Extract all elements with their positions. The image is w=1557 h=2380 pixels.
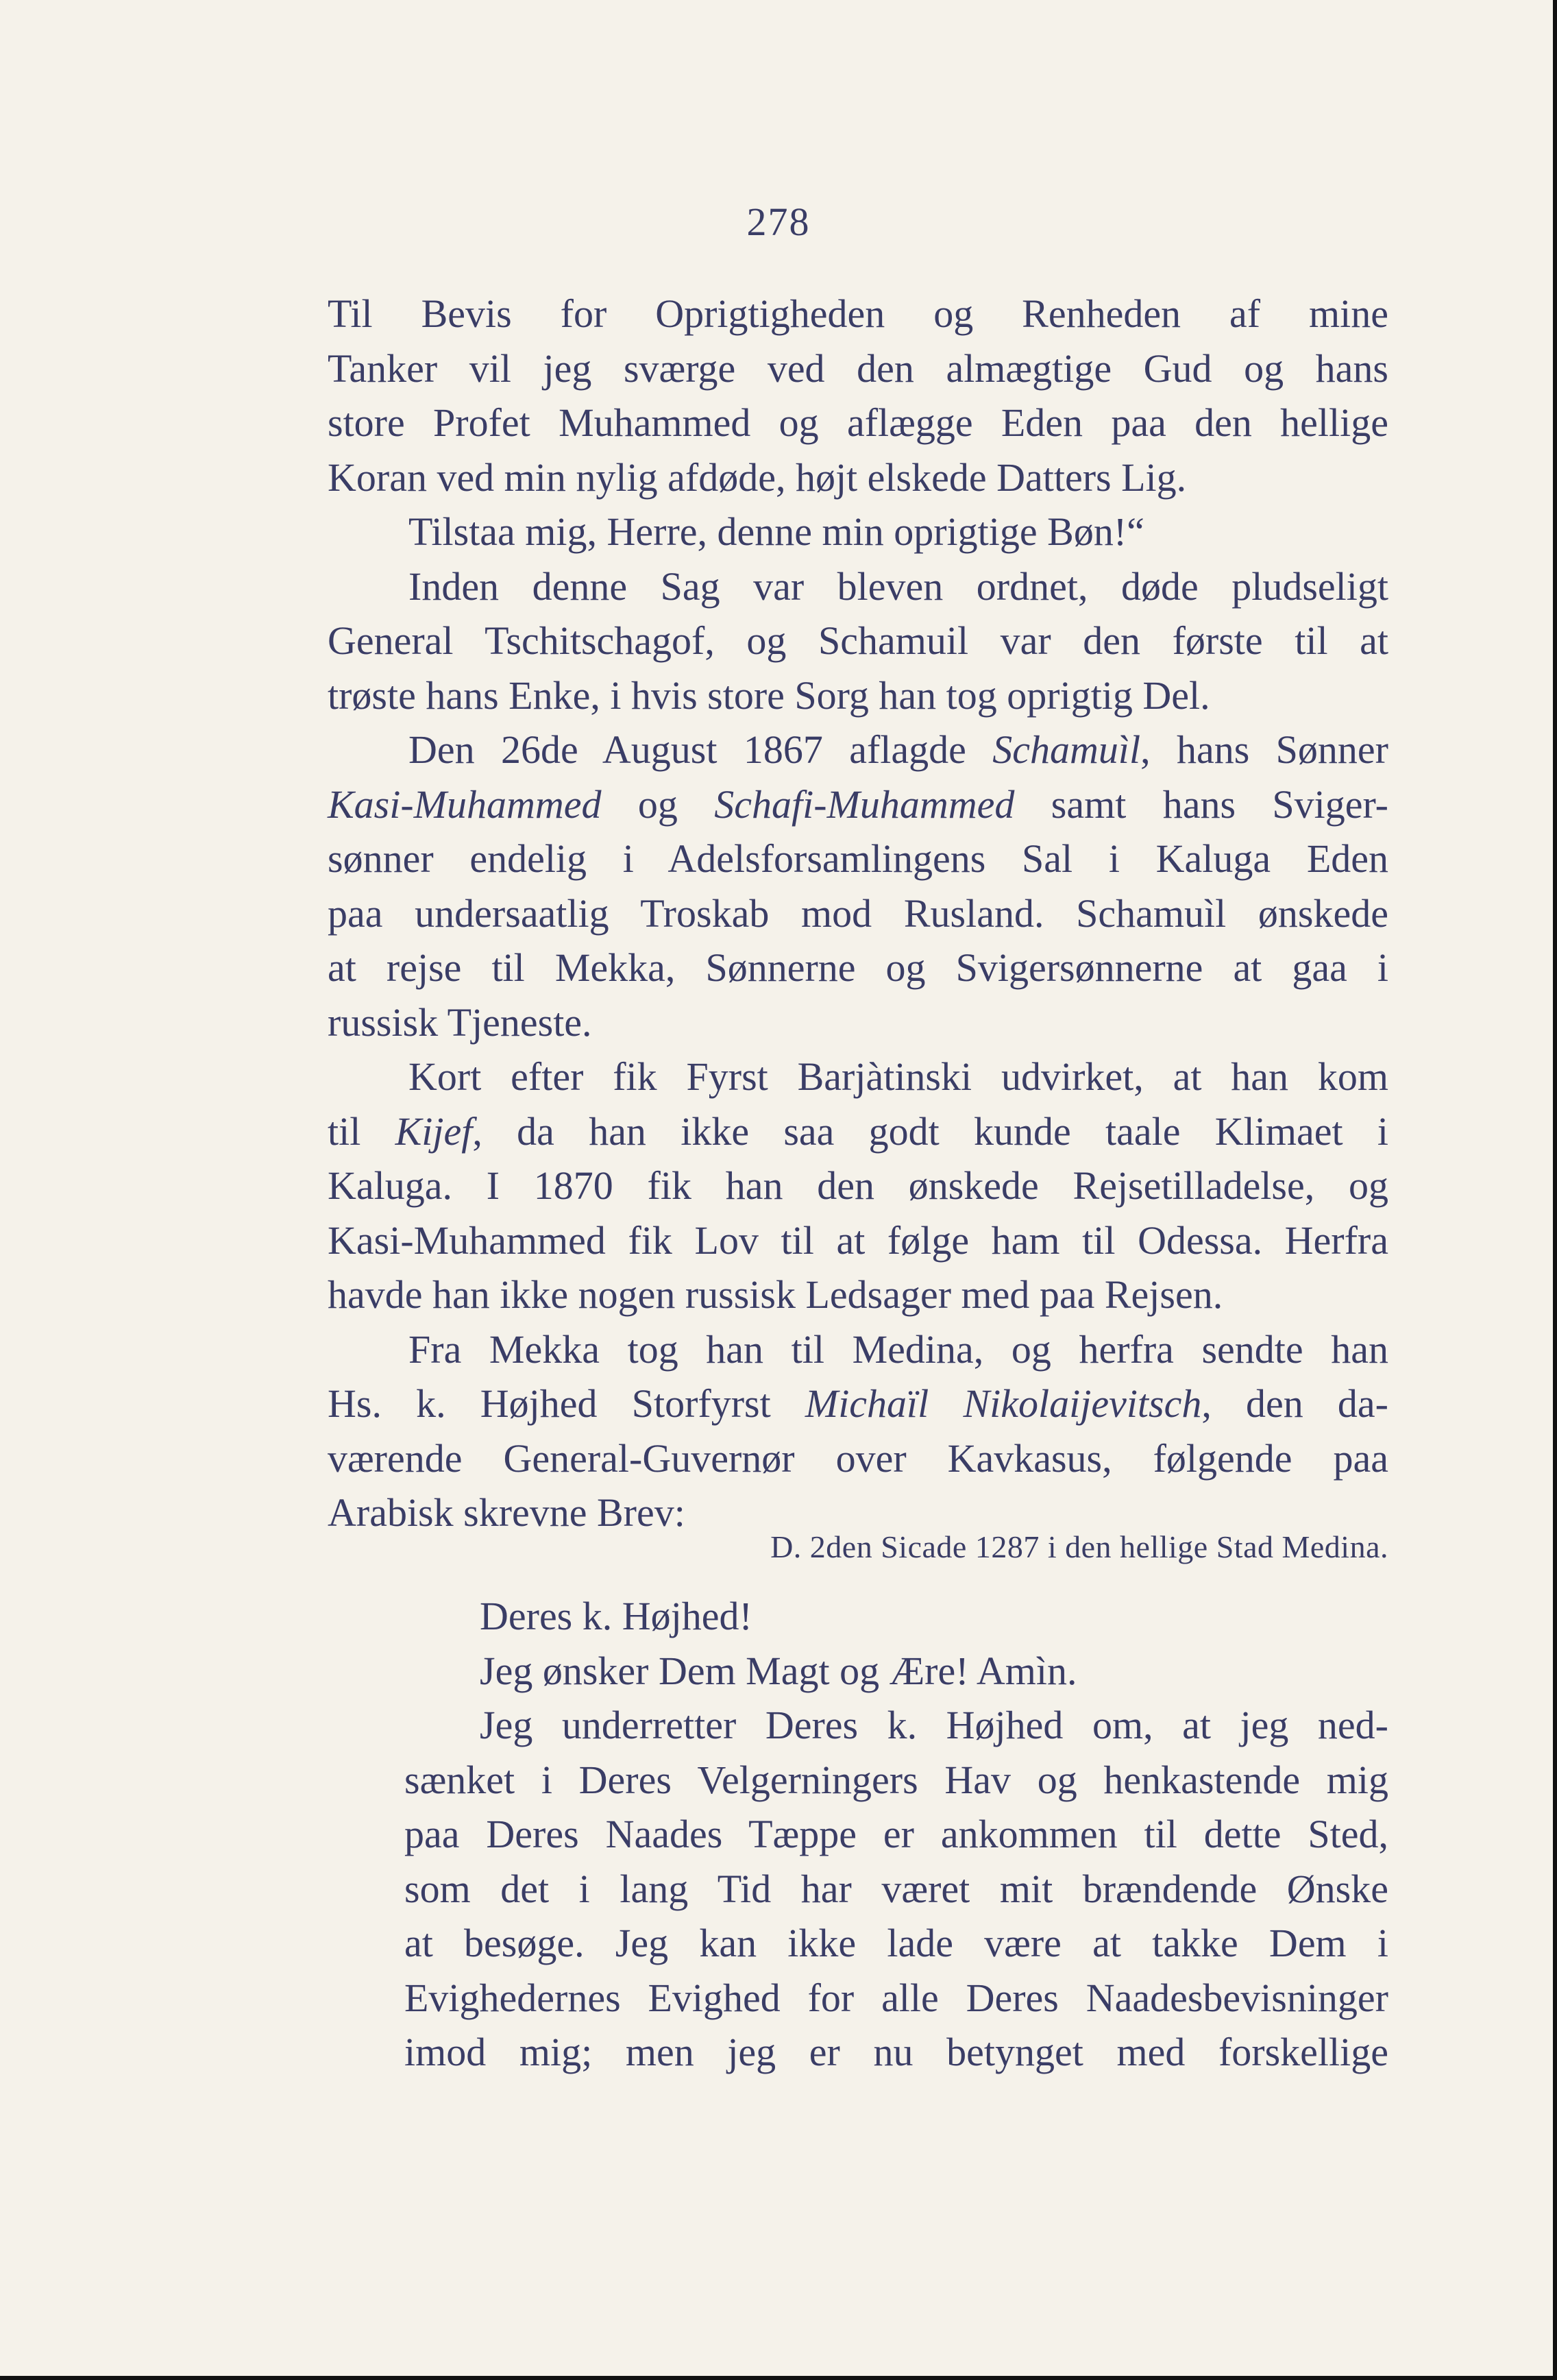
text-line: Inden denne Sag var bleven ordnet, døde pludseligt: [408, 563, 1388, 609]
text-line: General Tschitschagof, og Schamuil var den første til at: [328, 618, 1388, 663]
letter-dateline: D. 2den Sicade 1287 i den hellige Stad Medina.: [770, 1529, 1388, 1564]
text-line: havde han ikke nogen russisk Ledsager med paa Rejsen.: [328, 1272, 1223, 1317]
text-line: trøste hans Enke, i hvis store Sorg han tog oprigtig Del.: [328, 672, 1210, 718]
text-line: Kort efter fik Fyrst Barjàtinski udvirket, at han kom: [408, 1054, 1388, 1099]
text-line: Fra Mekka tog han til Medina, og herfra sendte han: [408, 1326, 1388, 1372]
text-line: Kasi-Muhammed fik Lov til at følge ham til Odessa. Herfra: [328, 1217, 1388, 1263]
page-number: 278: [746, 199, 811, 244]
letter-salutation: Deres k. Højhed!: [480, 1594, 752, 1638]
page-edge-right: [1553, 0, 1557, 2380]
text-line: store Profet Muhammed og aflægge Eden paa den hellige: [328, 400, 1388, 445]
text-line: Den 26de August 1867 aflagde Schamuìl, hans Sønner: [408, 727, 1388, 772]
text-line: Kaluga. I 1870 fik han den ønskede Rejsetilladelse, og: [328, 1163, 1388, 1208]
text-line: Til Bevis for Oprigtigheden og Renheden af mine: [328, 291, 1388, 336]
text-line: paa undersaatlig Troskab mod Rusland. Schamuìl ønskede: [328, 890, 1388, 936]
body-text: [328, 287, 1388, 1540]
text-line: at rejse til Mekka, Sønnerne og Svigersønnerne at gaa i: [328, 945, 1388, 990]
text-line: Evighedernes Evighed for alle Deres Naadesbevisninger: [404, 1975, 1388, 2020]
text-line: Jeg underretter Deres k. Højhed om, at jeg ned-: [480, 1703, 1388, 1747]
text-line: paa Deres Naades Tæppe er ankommen til dette Sted,: [404, 1812, 1388, 1856]
text-line: Tilstaa mig, Herre, denne min oprigtige Bøn!“: [408, 509, 1144, 554]
text-line: som det i lang Tid har været mit brændende Ønske: [404, 1866, 1388, 1911]
text-line: til Kijef, da han ikke saa godt kunde taale Klimaet i: [328, 1108, 1388, 1154]
text-line: at besøge. Jeg kan ikke lade være at takke Dem i: [404, 1921, 1388, 1965]
text-line: imod mig; men jeg er nu betynget med forskellige: [404, 2030, 1388, 2074]
text-line: Arabisk skrevne Brev:: [328, 1490, 685, 1535]
text-line: Tanker vil jeg sværge ved den almægtige Gud og hans: [328, 345, 1388, 391]
text-line: sønner endelig i Adelsforsamlingens Sal i Kaluga Eden: [328, 836, 1388, 881]
italic-name: Schamuìl: [992, 727, 1141, 772]
letter-text: [404, 1589, 1388, 2080]
text-line: Jeg ønsker Dem Magt og Ære! Amìn.: [480, 1648, 1077, 1693]
text-line: værende General-Guvernør over Kavkasus, følgende paa: [328, 1435, 1388, 1481]
italic-name: Michaïl Nikolaijevitsch: [805, 1381, 1202, 1426]
italic-name: Kasi-Muhammed: [328, 781, 602, 827]
text-line: Koran ved min nylig afdøde, højt elskede Datters Lig.: [328, 454, 1187, 500]
italic-name: Schafi-Muhammed: [714, 781, 1015, 827]
text-line: russisk Tjeneste.: [328, 999, 592, 1045]
text-line: Hs. k. Højhed Storfyrst Michaïl Nikolaijevitsch, den da-: [328, 1381, 1388, 1426]
page-edge-bottom: [0, 2376, 1557, 2380]
text-line: Kasi-Muhammed og Schafi-Muhammed samt hans Sviger-: [328, 781, 1388, 827]
italic-name: Kijef: [395, 1108, 473, 1154]
text-line: sænket i Deres Velgerningers Hav og henkastende mig: [404, 1757, 1388, 1802]
